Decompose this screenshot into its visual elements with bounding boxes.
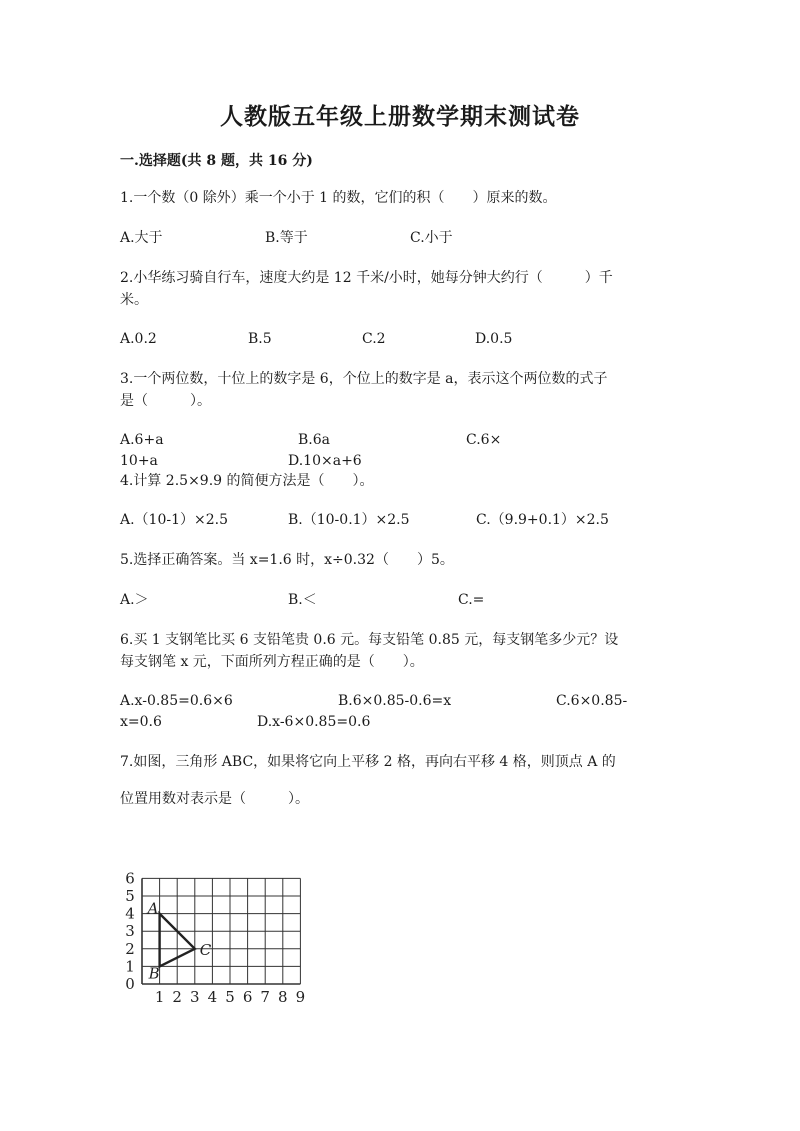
q3-option-d: D.10×a+6 (288, 453, 362, 469)
x-axis-tick-label: 1 (154, 988, 165, 1006)
vertex-label-b: B (148, 964, 160, 983)
y-axis-tick-label: 0 (125, 975, 135, 993)
x-axis-tick-label: 2 (172, 988, 182, 1006)
x-axis-tick-label: 5 (225, 988, 235, 1006)
q2-option-c: C.2 (362, 331, 386, 347)
q3-option-c-part1: C.6× (466, 432, 502, 448)
q3-option-a: A.6+a (120, 432, 164, 448)
x-axis-tick-label: 4 (207, 988, 218, 1006)
question-4-stem: 4.计算 2.5×9.9 的简便方法是（ ）。 (120, 473, 374, 489)
y-axis-tick-label: 6 (125, 869, 135, 888)
question-1-stem: 1.一个数（0 除外）乘一个小于 1 的数，它们的积（ ）原来的数。 (120, 190, 557, 206)
question-7-stem-line2: 位置用数对表示是（ ）。 (120, 791, 309, 807)
x-axis-tick-label: 7 (260, 988, 270, 1006)
q5-option-c: C.= (458, 592, 485, 608)
question-2-stem-line2: 米。 (120, 292, 148, 308)
question-2-stem-line1: 2.小华练习骑自行车，速度大约是 12 千米/小时，她每分钟大约行（ ）千 (120, 270, 613, 286)
question-6-stem-line1: 6.买 1 支钢笔比买 6 支铅笔贵 0.6 元。每支铅笔 0.85 元，每支钢笔多少元？设 (120, 632, 619, 648)
q2-option-d: D.0.5 (475, 331, 513, 347)
q3-option-c-part2: 10+a (120, 453, 158, 469)
triangle-grid-figure (118, 838, 318, 1008)
grid-svg (118, 838, 318, 1008)
question-7-stem-line1: 7.如图，三角形 ABC，如果将它向上平移 2 格，再向右平移 4 格，则顶点 A 的 (120, 754, 616, 770)
x-axis-tick-label: 3 (190, 988, 200, 1006)
question-3-stem-line2: 是（ ）。 (120, 393, 211, 409)
page-title: 人教版五年级上册数学期末测试卷 (220, 103, 580, 130)
q6-option-b: B.6×0.85-0.6=x (338, 693, 452, 709)
q5-option-a: A.＞ (120, 592, 149, 608)
vertex-label-a: A (147, 899, 159, 918)
q6-option-d: D.x-6×0.85=0.6 (257, 714, 371, 730)
y-axis-tick-label: 1 (125, 957, 135, 976)
q1-option-c: C.小于 (410, 230, 453, 246)
q2-option-a: A.0.2 (120, 331, 157, 347)
q4-option-a: A.（10-1）×2.5 (120, 512, 229, 528)
q1-option-a: A.大于 (120, 230, 163, 246)
q4-option-b: B.（10-0.1）×2.5 (288, 512, 410, 528)
section-heading: 一.选择题(共 8 题，共 16 分) (120, 153, 313, 169)
q4-option-c: C.（9.9+0.1）×2.5 (476, 512, 609, 528)
q6-option-c-part2: x=0.6 (120, 714, 162, 730)
y-axis-tick-label: 4 (125, 904, 135, 923)
x-axis-tick-label: 9 (295, 988, 306, 1006)
question-3-stem-line1: 3.一个两位数，十位上的数字是 6，个位上的数字是 a，表示这个两位数的式子 (120, 371, 608, 387)
y-axis-tick-label: 5 (125, 887, 135, 905)
q2-option-b: B.5 (248, 331, 272, 347)
q6-option-a: A.x-0.85=0.6×6 (120, 693, 233, 709)
y-axis-tick-label: 3 (125, 922, 135, 941)
q3-option-b: B.6a (298, 432, 330, 448)
vertex-label-c: C (199, 940, 212, 959)
q1-option-b: B.等于 (265, 230, 308, 246)
x-axis-tick-label: 8 (278, 988, 288, 1006)
q5-option-b: B.＜ (288, 592, 317, 608)
y-axis-tick-label: 2 (125, 939, 135, 958)
q6-option-c-part1: C.6×0.85- (556, 693, 628, 709)
question-6-stem-line2: 每支钢笔 x 元，下面所列方程正确的是（ ）。 (120, 654, 424, 670)
x-axis-tick-label: 6 (242, 988, 253, 1006)
question-5-stem: 5.选择正确答案。当 x=1.6 时，x÷0.32（ ）5。 (120, 552, 454, 568)
